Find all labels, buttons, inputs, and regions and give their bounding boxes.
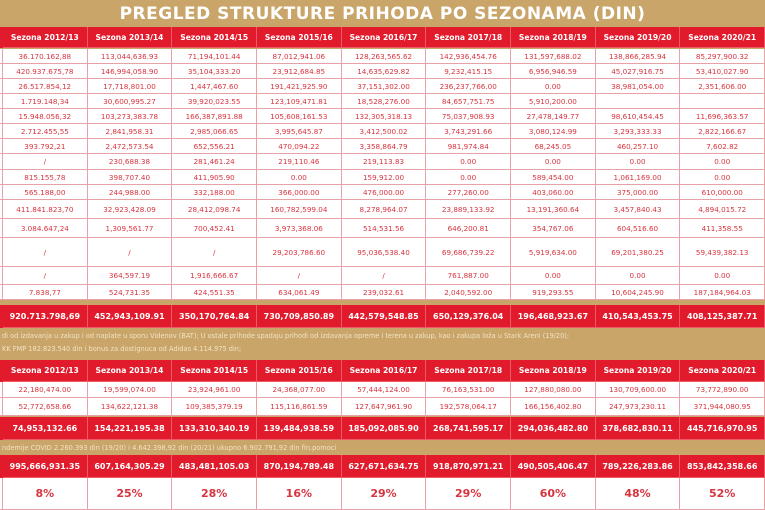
table-cell: 19,599,074.00	[88, 382, 173, 398]
table-cell: 115,116,861.59	[257, 398, 342, 416]
table-cell: 133,310,340.19	[172, 417, 257, 440]
table-row	[0, 49, 765, 64]
table-cell: 277,260.00	[426, 185, 511, 200]
table-cell	[596, 94, 681, 109]
table-cell: 853,842,358.66	[680, 455, 765, 478]
table-cell: /	[3, 267, 88, 285]
table-cell: 128,263,565.62	[342, 49, 427, 64]
table-cell: 3,743,291.66	[426, 124, 511, 139]
table-cell: 375,000.00	[596, 185, 681, 200]
table-cell: 981,974.84	[426, 139, 511, 154]
table-cell: 27,478,149.77	[511, 109, 596, 124]
table-cell: 9,232,415.15	[426, 64, 511, 79]
table-cell: 29,203,786.60	[257, 238, 342, 267]
table-cell: 23,912,684.85	[257, 64, 342, 79]
table-cell: /	[172, 238, 257, 267]
table-cell: 5,910,200.00	[511, 94, 596, 109]
table-cell: 154,221,195.38	[88, 417, 173, 440]
table-cell: 3,457,840.43	[596, 200, 681, 219]
table-cell: 995,666,931.35	[3, 455, 88, 478]
table-cell: 127,880,080.00	[511, 382, 596, 398]
table-cell: 123,109,471.81	[257, 94, 342, 109]
table-cell: 68,245.05	[511, 139, 596, 154]
table-cell: /	[342, 267, 427, 285]
season-header: Sezona 2018/19	[511, 27, 596, 48]
table-row	[0, 185, 765, 200]
table-row	[0, 94, 765, 109]
season-header: Sezona 2012/13	[3, 360, 88, 382]
table-cell: 196,468,923.67	[511, 305, 596, 328]
table-cell: 7.838,77	[3, 285, 88, 300]
table-cell: 113,044,636.93	[88, 49, 173, 64]
table-cell: 239,032.61	[342, 285, 427, 300]
table-cell: 268,741,595.17	[426, 417, 511, 440]
table-row	[0, 79, 765, 94]
table-cell: 490,505,406.47	[511, 455, 596, 478]
table-cell: 650,129,376.04	[426, 305, 511, 328]
table-cell: 6,956,946.59	[511, 64, 596, 79]
table-cell: 45,027,916.75	[596, 64, 681, 79]
table-cell: 59,439,382.13	[680, 238, 765, 267]
table-cell: /	[88, 238, 173, 267]
table-cell: 1,916,666.67	[172, 267, 257, 285]
table-cell: 131,597,688.02	[511, 49, 596, 64]
table-cell: 366,000.00	[257, 185, 342, 200]
table-cell: 138,866,285.94	[596, 49, 681, 64]
table-cell: 109,385,379.19	[172, 398, 257, 416]
table-cell: 281,461.24	[172, 154, 257, 170]
table-cell: 159,912.00	[342, 170, 427, 185]
table-cell: 230,688.38	[88, 154, 173, 170]
table-cell: 87,012,941.06	[257, 49, 342, 64]
table-cell: 3.084.647,24	[3, 219, 88, 238]
season-header: Sezona 2013/14	[88, 360, 173, 382]
table-cell: 411,358.55	[680, 219, 765, 238]
table-cell: 23,889,133.92	[426, 200, 511, 219]
table-cell: 815.155,78	[3, 170, 88, 185]
table-cell: 18,528,276.00	[342, 94, 427, 109]
table-cell: 35,104,333.20	[172, 64, 257, 79]
table-cell: 452,943,109.91	[88, 305, 173, 328]
table-cell: 3,293,333.33	[596, 124, 681, 139]
table-cell: 57,444,124.00	[342, 382, 427, 398]
table-cell: 393.792,21	[3, 139, 88, 154]
table-cell: 789,226,283.86	[596, 455, 681, 478]
table-cell: 514,531.56	[342, 219, 427, 238]
table-row	[0, 382, 765, 398]
grand-totals-row	[0, 455, 765, 478]
table-cell: 646,200.81	[426, 219, 511, 238]
table-row	[0, 109, 765, 124]
table-cell: 236,237,766.00	[426, 79, 511, 94]
table-cell: 60%	[511, 478, 596, 510]
table-cell: 219,110.46	[257, 154, 342, 170]
table-cell: 166,156,402.80	[511, 398, 596, 416]
table-cell: 53,410,027.90	[680, 64, 765, 79]
table-cell: 3,412,500.02	[342, 124, 427, 139]
table1-totals-row	[0, 305, 765, 328]
table-cell: 408,125,387.71	[680, 305, 765, 328]
table-row	[0, 219, 765, 238]
table-cell: 470,094.22	[257, 139, 342, 154]
table-row	[0, 124, 765, 139]
table-cell: 918,870,971.21	[426, 455, 511, 478]
table-cell: 69,686,739.22	[426, 238, 511, 267]
table-cell: 247,973,230.11	[596, 398, 681, 416]
table-cell: 25%	[88, 478, 173, 510]
table-cell: 17,718,801.00	[88, 79, 173, 94]
table-cell: 71,194,101.44	[172, 49, 257, 64]
season-header: Sezona 2020/21	[680, 27, 765, 48]
table-cell: 26.517.854,12	[3, 79, 88, 94]
table-cell: 460,257.10	[596, 139, 681, 154]
table-cell: 130,709,600.00	[596, 382, 681, 398]
table-cell: 3,973,368.06	[257, 219, 342, 238]
table-cell: 0.00	[680, 267, 765, 285]
note-line-3: ndemije COVID 2.260.393 din (19/20) i 4.642.398,92 din (20/21) ukupno 6.902.791,92 din fin.pomoci	[2, 444, 337, 452]
table-cell: 191,421,925.90	[257, 79, 342, 94]
table-cell: 378,682,830.11	[596, 417, 681, 440]
percentage-row	[0, 478, 765, 510]
table-cell: 634,061.49	[257, 285, 342, 300]
season-header: Sezona 2012/13	[3, 27, 88, 48]
table-row	[0, 238, 765, 267]
table-row	[0, 398, 765, 416]
page-title: PREGLED STRUKTURE PRIHODA PO SEZONAMA (DIN)	[119, 4, 646, 24]
table-cell: 0.00	[680, 170, 765, 185]
table-cell: 73,772,890.00	[680, 382, 765, 398]
table-cell: 411,905.90	[172, 170, 257, 185]
table-cell: 219,113.83	[342, 154, 427, 170]
table-cell: 29%	[426, 478, 511, 510]
table-cell: 8%	[3, 478, 88, 510]
table-cell: 0.00	[680, 154, 765, 170]
table-cell: 32,923,428.09	[88, 200, 173, 219]
table-cell: 28,412,098.74	[172, 200, 257, 219]
table-cell: 424,551.35	[172, 285, 257, 300]
table-cell: 411.841.823,70	[3, 200, 88, 219]
table-cell: 84,657,751.75	[426, 94, 511, 109]
table2-header	[0, 360, 765, 382]
table1-header	[0, 27, 765, 48]
table-cell: 730,709,850.89	[257, 305, 342, 328]
table-cell: 134,622,121.38	[88, 398, 173, 416]
table-cell: 139,484,938.59	[257, 417, 342, 440]
table-cell: 36.170.162,88	[3, 49, 88, 64]
table-cell: 2.712.455,55	[3, 124, 88, 139]
table-cell: 22,180,474.00	[3, 382, 88, 398]
table-cell: 604,516.60	[596, 219, 681, 238]
table-cell: 98,610,454.45	[596, 109, 681, 124]
table-cell: 37,151,302.00	[342, 79, 427, 94]
table-cell: 652,556.21	[172, 139, 257, 154]
table-cell: 524,731.35	[88, 285, 173, 300]
table-cell: 11,696,363.57	[680, 109, 765, 124]
table-cell: 192,578,064.17	[426, 398, 511, 416]
table-cell: 700,452.41	[172, 219, 257, 238]
table-cell: 354,767.06	[511, 219, 596, 238]
table-cell: 0.00	[426, 170, 511, 185]
table-cell: 2,472,573.54	[88, 139, 173, 154]
table-cell: 2,985,066.65	[172, 124, 257, 139]
table-cell: 166,387,891.88	[172, 109, 257, 124]
table-cell: 185,092,085.90	[342, 417, 427, 440]
table-cell: 69,201,380.25	[596, 238, 681, 267]
table-cell: 332,188.00	[172, 185, 257, 200]
table-cell: 1,309,561.77	[88, 219, 173, 238]
table-cell: /	[3, 238, 88, 267]
table-cell: 1,061,169.00	[596, 170, 681, 185]
table-cell: /	[3, 154, 88, 170]
table-cell: 13,191,360.64	[511, 200, 596, 219]
table-cell: 445,716,970.95	[680, 417, 765, 440]
season-header: Sezona 2015/16	[257, 360, 342, 382]
season-header: Sezona 2017/18	[426, 360, 511, 382]
table-cell: 142,936,454.76	[426, 49, 511, 64]
table2-totals-row	[0, 417, 765, 440]
table-cell: 476,000.00	[342, 185, 427, 200]
table-cell: 29%	[342, 478, 427, 510]
season-header: Sezona 2018/19	[511, 360, 596, 382]
table-cell: 23,924,961.00	[172, 382, 257, 398]
table-cell: 74,953,132.66	[3, 417, 88, 440]
table-row	[0, 154, 765, 170]
table-cell	[680, 94, 765, 109]
table-row	[0, 200, 765, 219]
table-cell: 85,297,900.32	[680, 49, 765, 64]
table-cell: 610,000.00	[680, 185, 765, 200]
season-header: Sezona 2016/17	[342, 360, 427, 382]
table-cell: /	[257, 267, 342, 285]
table-cell: 127,647,961.90	[342, 398, 427, 416]
table-row	[0, 170, 765, 185]
table-cell: 146,994,058.90	[88, 64, 173, 79]
table-row	[0, 285, 765, 300]
season-header: Sezona 2019/20	[596, 27, 681, 48]
table-cell: 3,995,645.87	[257, 124, 342, 139]
table-cell: 39,920,023.55	[172, 94, 257, 109]
table-row	[0, 64, 765, 79]
table-cell: 48%	[596, 478, 681, 510]
table-cell: 5,919,634.00	[511, 238, 596, 267]
table-cell: 442,579,548.85	[342, 305, 427, 328]
table-cell: 0.00	[596, 267, 681, 285]
table-cell: 420.937.675,78	[3, 64, 88, 79]
season-header: Sezona 2019/20	[596, 360, 681, 382]
table-cell: 410,543,453.75	[596, 305, 681, 328]
table-cell: 364,597.19	[88, 267, 173, 285]
table-row	[0, 139, 765, 154]
table-cell: 14,635,629.82	[342, 64, 427, 79]
table-cell: 607,164,305.29	[88, 455, 173, 478]
table-cell: 1.719.148,34	[3, 94, 88, 109]
table-cell: 0.00	[257, 170, 342, 185]
table-cell: 0.00	[426, 154, 511, 170]
season-header: Sezona 2013/14	[88, 27, 173, 48]
table-cell: 0.00	[511, 267, 596, 285]
table-cell: 103,273,383.78	[88, 109, 173, 124]
table-cell: 0.00	[596, 154, 681, 170]
table-cell: 2,841,958.31	[88, 124, 173, 139]
table-cell: 398,707.40	[88, 170, 173, 185]
table-cell: 132,305,318.13	[342, 109, 427, 124]
note-line-1: di od izdavanja u zakup i od naplate u sporu Videnov (BAT); U ostale prihode spadaju prihodi od izdavanja opreme i terena u zakup, kao i zakupa loža u Stark Areni (19/20);	[2, 332, 570, 340]
table-cell: 10,604,245.90	[596, 285, 681, 300]
table-cell: 870,194,789.48	[257, 455, 342, 478]
table-cell: 350,170,764.84	[172, 305, 257, 328]
table-cell: 105,608,161.53	[257, 109, 342, 124]
table-cell: 920.713.798,69	[3, 305, 88, 328]
season-header: Sezona 2017/18	[426, 27, 511, 48]
table-cell: 2,822,166.67	[680, 124, 765, 139]
table-row	[0, 267, 765, 285]
table-cell: 15.948.056,32	[3, 109, 88, 124]
season-header: Sezona 2014/15	[172, 27, 257, 48]
table-cell: 2,040,592.00	[426, 285, 511, 300]
table-cell: 1,447,467.60	[172, 79, 257, 94]
season-header: Sezona 2015/16	[257, 27, 342, 48]
table-cell: 244,988.00	[88, 185, 173, 200]
table-cell: 3,358,864.79	[342, 139, 427, 154]
table-cell: 371,944,080.95	[680, 398, 765, 416]
table-cell: 52,772,658.66	[3, 398, 88, 416]
season-header: Sezona 2016/17	[342, 27, 427, 48]
table-cell: 187,184,964.03	[680, 285, 765, 300]
table-cell: 294,036,482.80	[511, 417, 596, 440]
table-cell: 589,454.00	[511, 170, 596, 185]
table-cell: 0.00	[511, 79, 596, 94]
table-cell: 2,351,606.00	[680, 79, 765, 94]
table-cell: 4,894,015.72	[680, 200, 765, 219]
table-cell: 8,278,964.07	[342, 200, 427, 219]
table-cell: 38,981,054.00	[596, 79, 681, 94]
table-cell: 30,600,995.27	[88, 94, 173, 109]
table-cell: 565.188,00	[3, 185, 88, 200]
table-cell: 919,293.55	[511, 285, 596, 300]
table-cell: 403,060.00	[511, 185, 596, 200]
table-cell: 28%	[172, 478, 257, 510]
table-cell: 75,037,908.93	[426, 109, 511, 124]
table-cell: 24,368,077.00	[257, 382, 342, 398]
note-line-2: KK FMP 182.823.540 din i bonus za dostignuca od Adidas 4.114.975 din;	[2, 345, 242, 353]
table-cell: 3,080,124.99	[511, 124, 596, 139]
table-cell: 7,602.82	[680, 139, 765, 154]
table-cell: 52%	[680, 478, 765, 510]
season-header: Sezona 2014/15	[172, 360, 257, 382]
table-cell: 483,481,105.03	[172, 455, 257, 478]
table-cell: 627,671,634.75	[342, 455, 427, 478]
season-header: Sezona 2020/21	[680, 360, 765, 382]
table-cell: 76,163,531.00	[426, 382, 511, 398]
table-cell: 761,887.00	[426, 267, 511, 285]
table-cell: 160,782,599.04	[257, 200, 342, 219]
table-cell: 95,036,538.40	[342, 238, 427, 267]
table-cell: 0.00	[511, 154, 596, 170]
table-cell: 16%	[257, 478, 342, 510]
